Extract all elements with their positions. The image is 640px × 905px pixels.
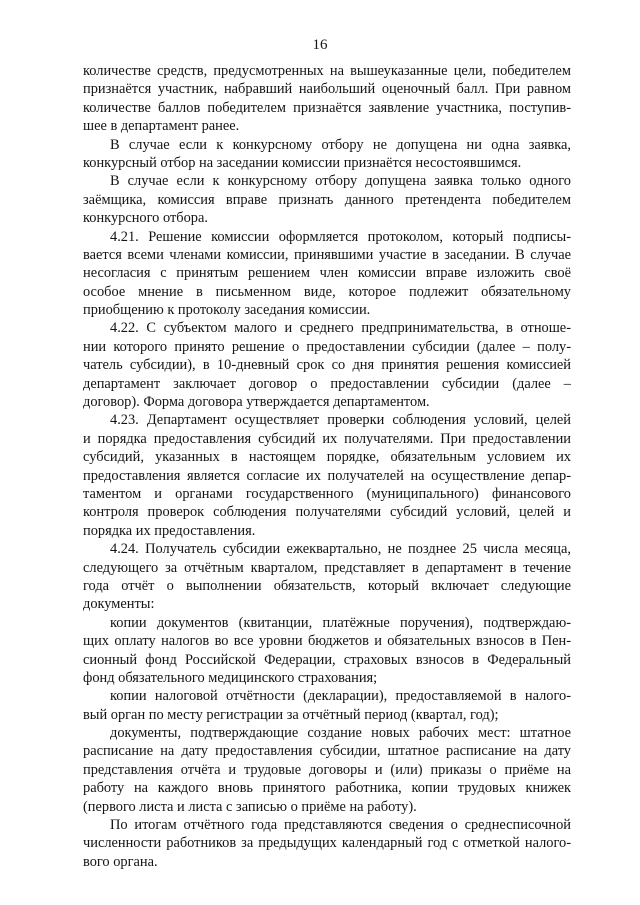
text-line: 4.22. С субъектом малого и среднего предпринимательства, в отноше- (110, 320, 571, 337)
text-line: копии налоговой отчётности (декларации), предоставляемой в налого- (110, 688, 571, 705)
text-line: документы, подтверждающие создание новых рабочих мест: штатное (110, 725, 571, 742)
text-line: предоставления является согласие их получателей на осуществление депар- (83, 467, 571, 484)
text-line: субсидий, указанных в настоящем порядке, обязательным условием их (83, 449, 571, 466)
text-line: контроля проверок соблюдения получателями субсидий условий, целей и (83, 504, 571, 521)
text-line: количестве средств, предусмотренных на вышеуказанные цели, победителем (83, 63, 571, 79)
text-line: работу на каждого вновь принятого работника, копии трудовых книжек (83, 780, 571, 797)
text-line: года отчёт о выполнении обязательств, который включает следующие (83, 577, 571, 594)
text-line: В случае если к конкурсному отбору допущена заявка только одного (110, 173, 571, 190)
text-line: вается всеми членами комиссии, принявшими участие в заседании. В случае (83, 246, 571, 263)
paragraph (83, 687, 571, 724)
text-line: порядка их предоставления. (83, 522, 256, 539)
text-line: приобщению к протоколу заседания комиссии. (83, 302, 371, 319)
text-line: По итогам отчётного года представляются сведения о среднесписочной (110, 817, 571, 834)
text-line: следующего за отчётным кварталом, представляет в департамент в течение (83, 559, 571, 576)
text-line: 4.21. Решение комиссии оформляется протоколом, который подписы- (110, 228, 571, 245)
text-line: вый орган по месту регистрации за отчётный период (квартал, год); (83, 706, 499, 723)
text-line: чатель субсидии), в 10-дневный срок со дня принятия решения комиссией (83, 357, 571, 374)
text-line: вого органа. (83, 853, 158, 870)
text-line: договор). Форма договора утверждается департаментом. (83, 394, 430, 411)
text-line: департамент заключает договор о предоставлении субсидии (далее – (83, 375, 571, 392)
text-line: сионный фонд Российской Федерации, страховых взносов в Федеральный (83, 651, 571, 668)
text-line: численности работников за предыдущих календарный год с отметкой налого- (83, 835, 571, 852)
text-line: шее в департамент ранее. (83, 118, 240, 135)
text-line: нии которого принято решение о предоставлении субсидии (далее – полу- (83, 338, 571, 355)
paragraph (83, 816, 571, 871)
text-line: конкурсного отбора. (83, 210, 208, 227)
text-line: количестве баллов победителем признаётся заявление участника, поступив- (83, 99, 571, 116)
paragraph (83, 614, 571, 688)
text-line: несогласия с принятым решением член комиссии вправе изложить своё (83, 265, 571, 282)
page-number: 16 (312, 37, 328, 53)
paragraph (83, 62, 571, 136)
text-line: (первого листа и листа с записью о приёме на работу). (83, 798, 417, 815)
text-line: документы: (83, 596, 155, 613)
text-line: особое мнение в письменном виде, которое подлежит обязательному (83, 283, 571, 300)
paragraph (83, 724, 571, 816)
paragraph (83, 228, 571, 320)
text-line: щих оплату налогов во все уровни бюджетов и обязательных взносов в Пен- (83, 633, 571, 650)
text-line: 4.23. Департамент осуществляет проверки соблюдения условий, целей (110, 412, 571, 429)
paragraph (83, 172, 571, 227)
text-line: копии документов (квитанции, платёжные поручения), подтверждаю- (110, 614, 571, 631)
text-line: расписание на дату предоставления субсидии, штатное расписание на дату (83, 743, 571, 760)
text-line: заёмщика, комиссия вправе признать данного претендента победителем (83, 191, 571, 208)
paragraph (83, 540, 571, 614)
text-line: фонд обязательного медицинского страхования; (83, 669, 378, 686)
text-line: таментом и органами государственного (муниципального) финансового (83, 485, 571, 502)
text-line: представления отчёта и трудовые договоры и (или) приказы о приёме на (83, 761, 571, 778)
paragraph (83, 136, 571, 173)
text-line: и порядка предоставления субсидий их получателями. При предоставлении (83, 430, 571, 447)
text-line: конкурсный отбор на заседании комиссии признаётся несостоявшимся. (83, 154, 522, 171)
text-line: признаётся участник, набравший наибольший оценочный балл. При равном (83, 81, 571, 98)
document-body (83, 62, 571, 871)
paragraph (83, 319, 571, 411)
paragraph (83, 411, 571, 540)
text-line: 4.24. Получатель субсидии ежеквартально, не позднее 25 числа месяца, (110, 541, 571, 558)
text-line: В случае если к конкурсному отбору не допущена ни одна заявка, (110, 136, 571, 153)
